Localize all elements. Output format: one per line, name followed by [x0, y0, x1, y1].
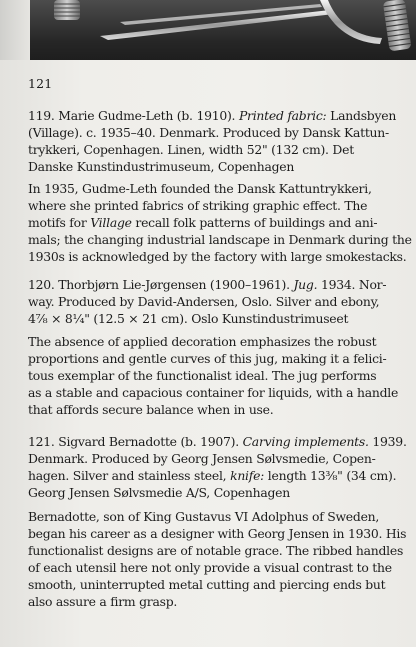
page-number: 121 — [28, 76, 53, 91]
text-segment: Landsbyen — [326, 108, 397, 123]
text-line — [28, 384, 408, 401]
text-line — [28, 124, 408, 141]
text-segment: 1934. Nor- — [317, 277, 387, 292]
text-segment: Danske Kunstindustrimuseum, Copenhagen — [28, 159, 295, 174]
text-line — [28, 107, 408, 124]
text-segment: (Village). c. 1935–40. Denmark. Produced by Dansk Kattun- — [28, 125, 389, 140]
text-segment: 120. Thorbjørn Lie-Jørgensen (1900–1961). — [28, 277, 294, 292]
description-119 — [28, 180, 412, 265]
text-segment: smooth, uninterrupted metal cutting and piercing ends but — [28, 577, 386, 592]
italic-text: Jug. — [293, 277, 318, 292]
text-segment: 119. Marie Gudme-Leth (b. 1910). — [28, 108, 239, 123]
italic-text: Village — [90, 215, 132, 230]
text-line — [28, 401, 408, 418]
caption-119 — [28, 107, 408, 175]
text-line — [28, 248, 408, 265]
italic-text: knife: — [230, 468, 265, 483]
text-segment: 121. Sigvard Bernadotte (b. 1907). — [28, 434, 243, 449]
text-line — [28, 350, 408, 367]
text-segment: hagen. Silver and stainless steel, — [28, 468, 231, 483]
italic-text: Printed fabric: — [238, 108, 327, 123]
text-segment: In 1935, Gudme-Leth founded the Dansk Kattuntrykkeri, — [28, 181, 372, 196]
knife-handle-shape — [383, 0, 412, 51]
text-segment: Denmark. Produced by Georg Jensen Sølvsmedie, Copen- — [28, 451, 376, 466]
text-line — [28, 467, 408, 484]
text-segment: mals; the changing industrial landscape in Denmark during the — [28, 232, 412, 247]
text-line — [28, 450, 408, 467]
text-segment: proportions and gentle curves of this jug, making it a felici- — [28, 351, 387, 366]
text-line — [28, 158, 408, 175]
text-segment: 4⅞ × 8¼" (12.5 × 21 cm). Oslo Kunstindustrimuseet — [28, 311, 349, 326]
text-segment: where she printed fabrics of striking graphic effect. The — [28, 198, 368, 213]
text-segment: motifs for — [28, 215, 91, 230]
text-segment: length 13⅜" (34 cm). — [264, 468, 397, 483]
text-segment: of each utensil here not only provide a visual contrast to the — [28, 560, 392, 575]
description-120 — [28, 333, 408, 418]
text-segment: 1930s is acknowledged by the factory with large smokestacks. — [28, 249, 407, 264]
text-segment: tous exemplar of the functionalist ideal. The jug performs — [28, 368, 377, 383]
text-segment: as a stable and capacious container for liquids, with a handle — [28, 385, 399, 400]
text-segment: 1939. — [368, 434, 407, 449]
text-segment: recall folk patterns of buildings and ani- — [131, 215, 378, 230]
text-line — [28, 197, 408, 214]
text-segment: functionalist designs are of notable grace. The ribbed handles — [28, 543, 404, 558]
text-segment: way. Produced by David-Andersen, Oslo. Silver and ebony, — [28, 294, 380, 309]
carving-implements-illustration — [30, 0, 416, 60]
text-segment: Bernadotte, son of King Gustavus VI Adolphus of Sweden, — [28, 509, 380, 524]
page-margin — [0, 0, 30, 60]
text-segment: that affords secure balance when in use. — [28, 402, 274, 417]
text-line — [28, 484, 408, 501]
carving-implements-photo — [30, 0, 416, 60]
text-line — [28, 231, 412, 248]
text-line — [28, 593, 408, 610]
text-segment: trykkeri, Copenhagen. Linen, width 52" (132 cm). Det — [28, 142, 354, 157]
text-line — [28, 214, 408, 231]
text-segment: The absence of applied decoration emphasizes the robust — [28, 334, 377, 349]
text-line — [28, 508, 408, 525]
curved-frame-shape — [320, 0, 382, 44]
text-line — [28, 559, 408, 576]
description-121 — [28, 508, 408, 610]
caption-121 — [28, 433, 408, 501]
caption-120 — [28, 276, 408, 327]
italic-text: Carving implements. — [242, 434, 369, 449]
text-line — [28, 310, 408, 327]
text-line — [28, 276, 408, 293]
text-segment: also assure a firm grasp. — [28, 594, 178, 609]
text-line — [28, 333, 408, 350]
text-line — [28, 576, 408, 593]
text-line — [28, 433, 408, 450]
text-segment: began his career as a designer with Georg Jensen in 1930. His — [28, 526, 407, 541]
text-line — [28, 293, 408, 310]
text-line — [28, 542, 408, 559]
text-segment: Georg Jensen Sølvsmedie A/S, Copenhagen — [28, 485, 290, 500]
fork-handle-shape — [54, 0, 80, 20]
text-line — [28, 180, 408, 197]
text-line — [28, 141, 408, 158]
text-line — [28, 525, 408, 542]
text-line — [28, 367, 408, 384]
